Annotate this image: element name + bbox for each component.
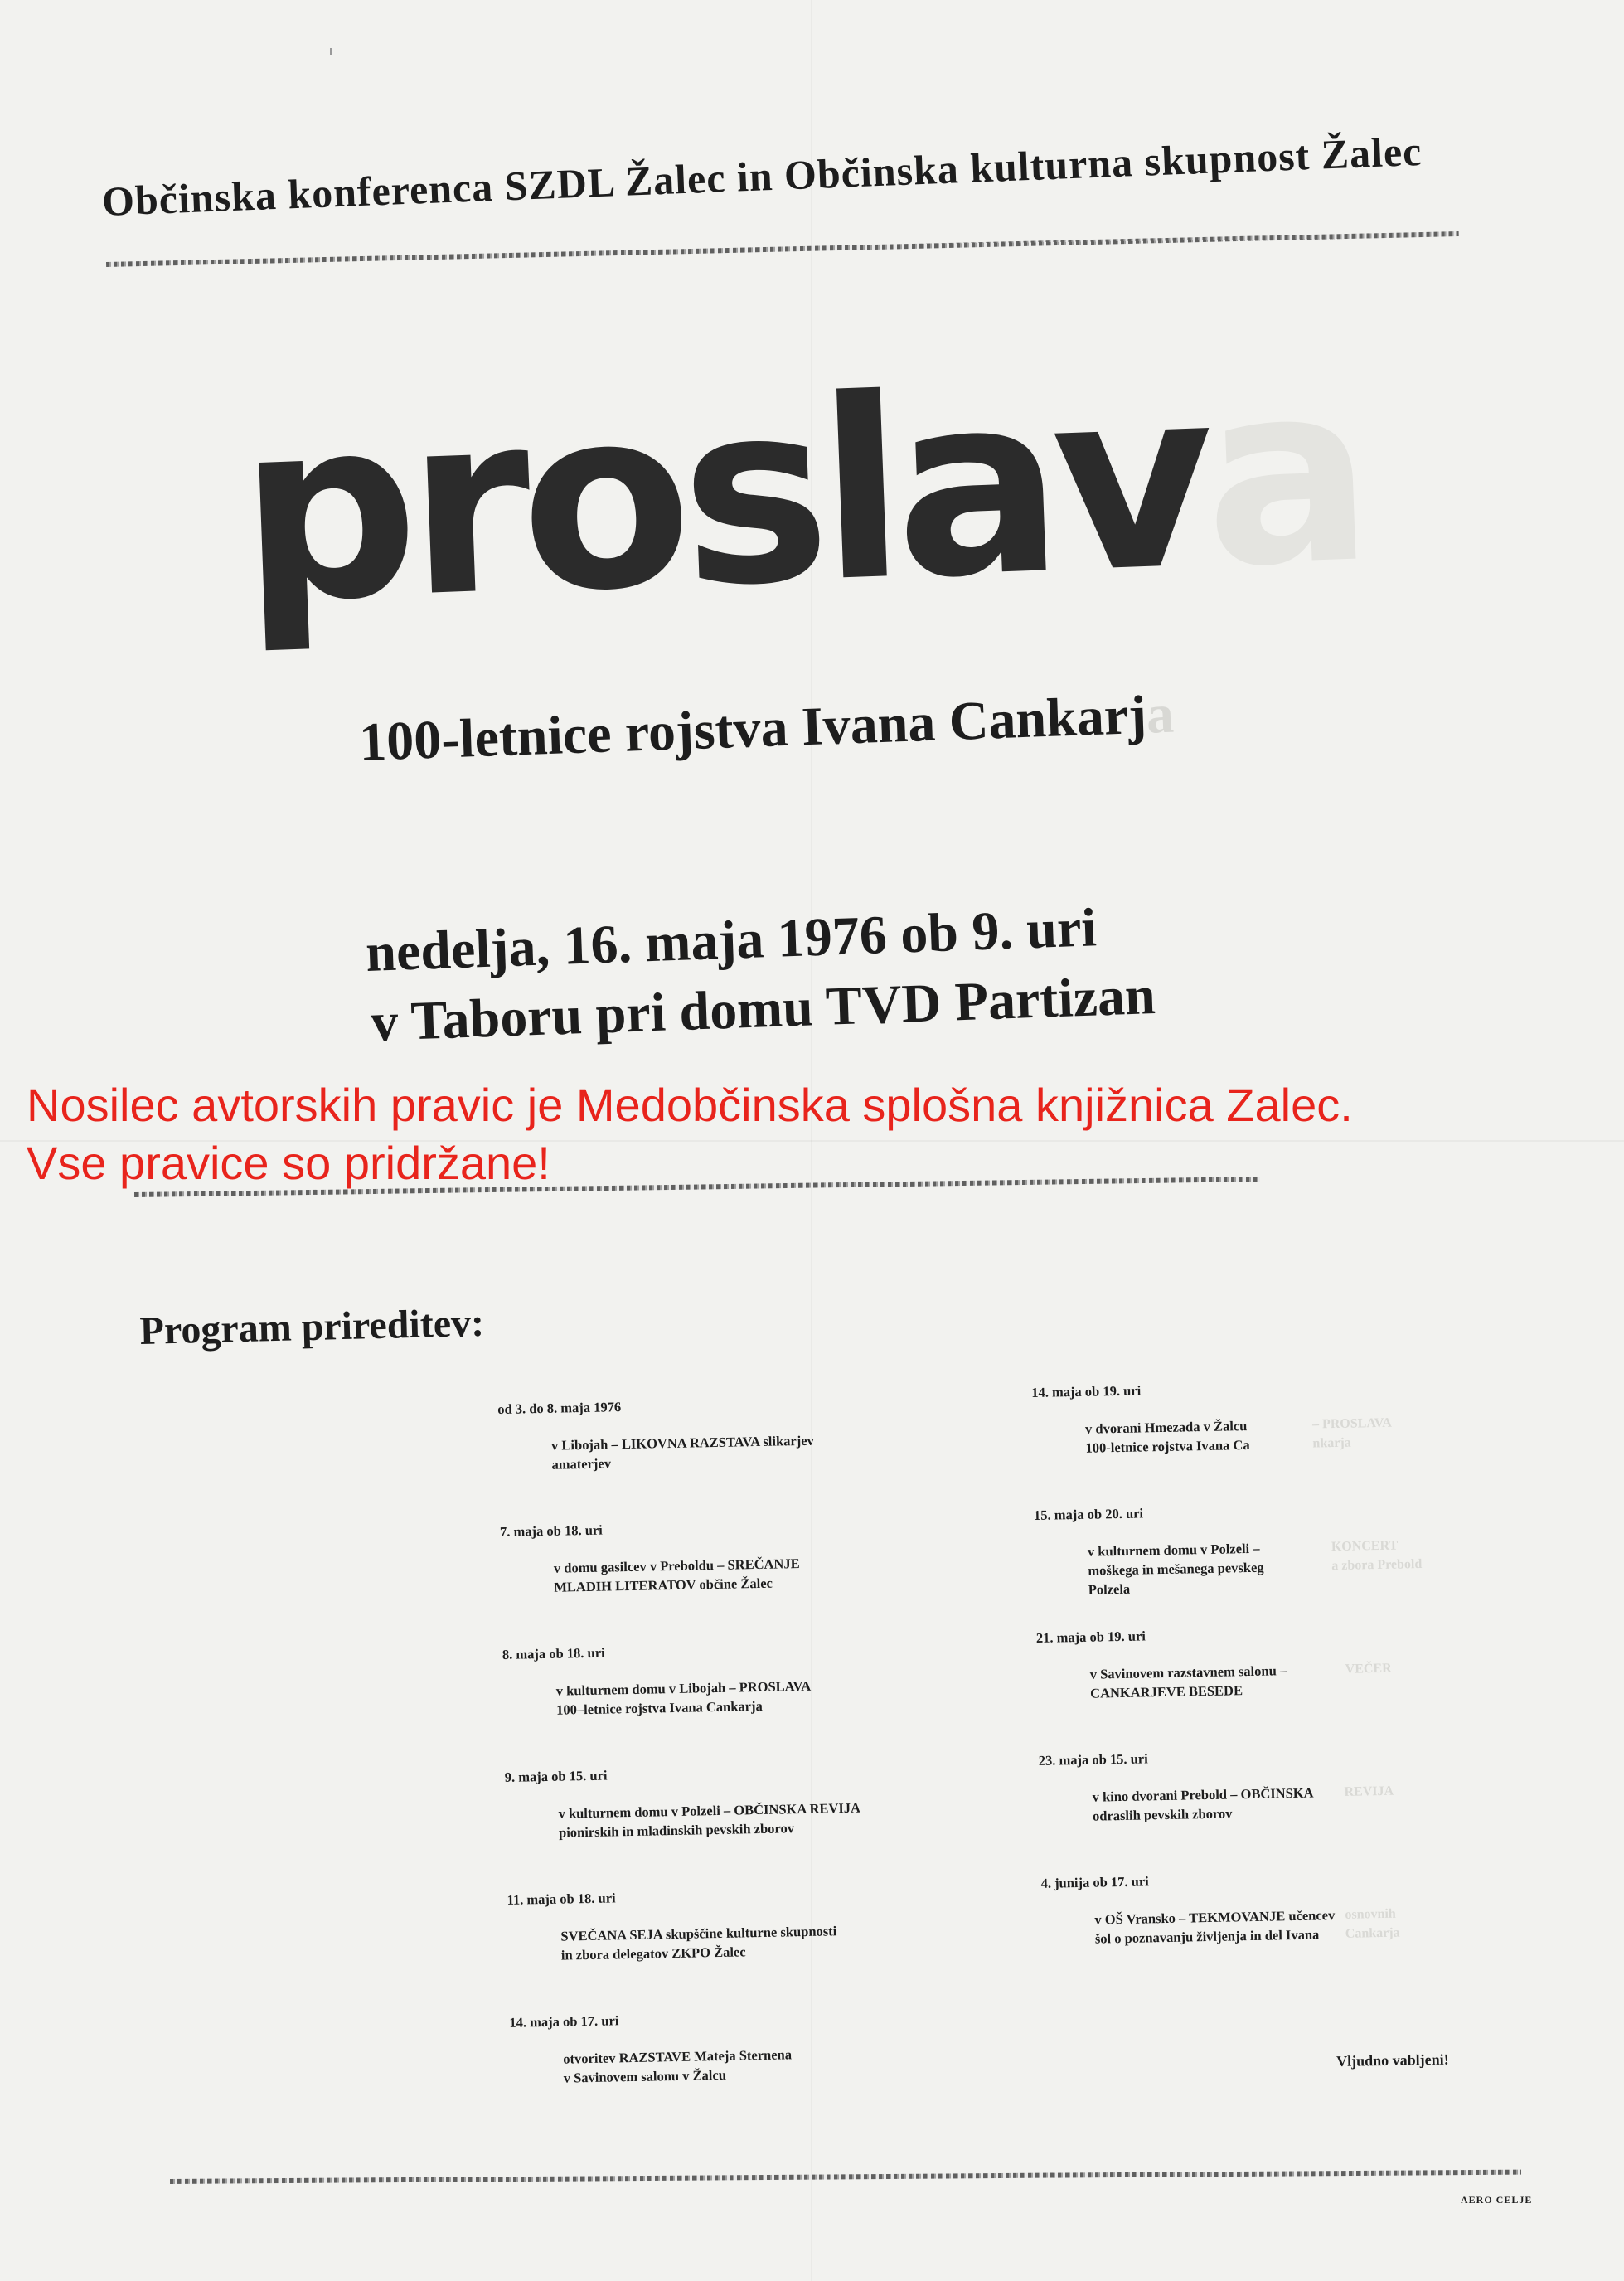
program-event: [507, 1881, 973, 2013]
event-date: nedelja, 16. maja 1976 ob 9. uri: [365, 897, 1098, 983]
event-description: SVEČANA SEJA skupščine kulturne skupnosti in zbora delegatov ZKPO Žalec: [560, 1923, 837, 1963]
event-when: 14. maja ob 19. uri: [1031, 1382, 1142, 1400]
event-when: 21. maja ob 19. uri: [1035, 1628, 1146, 1646]
headline-faded: a: [1199, 328, 1368, 624]
program-event: [1036, 1619, 1503, 1751]
program-event: [1039, 1742, 1505, 1874]
event-description: v dvorani Hmezada v Žalcu 100-letnice rojstva Ivana Ca: [1084, 1418, 1250, 1456]
faded-text: VEČER: [1345, 1661, 1392, 1677]
program-right-column: [1031, 1374, 1507, 1997]
closing-invitation: Vljudno vabljeni!: [1336, 2050, 1449, 2070]
event-description: v OŠ Vransko – TEKMOVANJE učencev šol o poznavanju življenja in del Ivana: [1094, 1907, 1336, 1947]
program-title: Program prireditev:: [139, 1300, 485, 1353]
event-when: 7. maja ob 18. uri: [499, 1521, 603, 1540]
event-when: 15. maja ob 20. uri: [1033, 1505, 1144, 1523]
event-when: 8. maja ob 18. uri: [502, 1644, 605, 1662]
event-when: 4. junija ob 17. uri: [1040, 1873, 1149, 1891]
program-event: [509, 2004, 976, 2136]
program-event: [502, 1636, 969, 1768]
organizers-line: Občinska konferenca SZDL Žalec in Občinska kulturna skupnost Žalec: [101, 127, 1423, 225]
program-event: [1040, 1865, 1507, 1997]
faded-text: osnovnih Cankarja: [1345, 1906, 1400, 1941]
subtitle: [358, 683, 1175, 774]
event-description: v kulturnem domu v Polzeli – moškega in mešanega pevskeg Polzela: [1087, 1540, 1264, 1598]
event-place: v Taboru pri domu TVD Partizan: [370, 964, 1156, 1053]
headline-dark: proslav: [235, 333, 1210, 658]
event-description: v kino dvorani Prebold – OBČINSKA odraslih pevskih zborov: [1092, 1784, 1314, 1824]
event-when: 14. maja ob 17. uri: [509, 2012, 619, 2031]
program-event: [1031, 1374, 1498, 1506]
event-description: v kulturnem domu v Libojah – PROSLAVA 100–letnice rojstva Ivana Cankarja: [555, 1677, 812, 1718]
paper-speck: [330, 48, 332, 55]
event-when: 9. maja ob 15. uri: [504, 1767, 608, 1785]
event-when: 23. maja ob 15. uri: [1038, 1750, 1148, 1769]
event-when: 11. maja ob 18. uri: [507, 1890, 616, 1908]
subtitle-faded: a: [1145, 683, 1176, 745]
event-description: otvoritev RAZSTAVE Mateja Sternena v Savinovem salonu v Žalcu: [563, 2046, 793, 2086]
event-description: v domu gasilcev v Preboldu – SREČANJE MLADIH LITERATOV občine Žalec: [553, 1555, 800, 1595]
decorative-rule: [106, 231, 1459, 267]
faded-text: REVIJA: [1344, 1784, 1394, 1799]
faded-text: KONCERT a zbora Prebold: [1331, 1538, 1423, 1574]
event-description: v Libojah – LIKOVNA RAZSTAVA slikarjev amaterjev: [550, 1432, 814, 1473]
program-event: [497, 1390, 964, 1522]
headline: [235, 328, 1368, 658]
copyright-line-1: Nosilec avtorskih pravic je Medobčinska splošna knjižnica Zalec.: [27, 1079, 1353, 1131]
event-when: od 3. do 8. maja 1976: [497, 1399, 622, 1417]
event-description: v kulturnem domu v Polzeli – OBČINSKA REVIJA pionirskih in mladinskih pevskih zborov: [558, 1799, 861, 1841]
program-event: [500, 1513, 967, 1645]
program-left-column: [497, 1390, 976, 2136]
event-description: v Savinovem razstavnem salonu – CANKARJEVE BESEDE: [1089, 1662, 1287, 1701]
copyright-line-2: Vse pravice so pridržane!: [27, 1137, 550, 1189]
printer-credit: AERO CELJE: [1461, 2194, 1533, 2206]
program-event: [1034, 1497, 1500, 1628]
subtitle-dark: 100-letnice rojstva Ivana Cankarj: [358, 684, 1148, 773]
copyright-notice: [27, 1076, 1353, 1192]
decorative-rule: [170, 2170, 1521, 2184]
program-event: [505, 1759, 972, 1890]
faded-text: – PROSLAVA nkarja: [1311, 1415, 1393, 1451]
